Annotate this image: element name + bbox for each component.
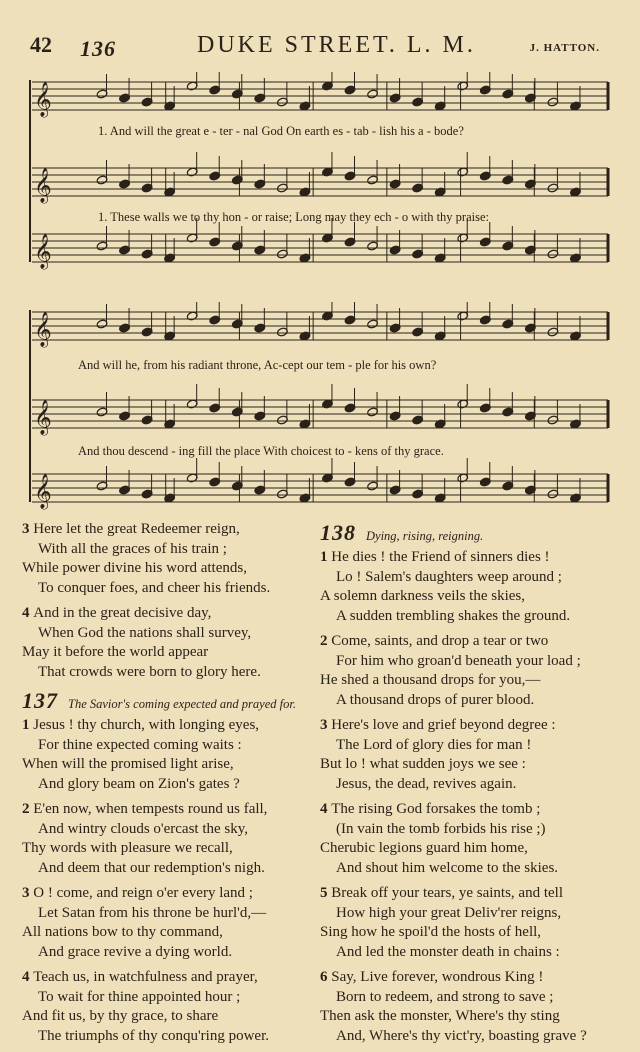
verse-line: And shout him welcome to the skies. xyxy=(336,859,559,876)
verse-line: 3 Here's love and grief beyond degree : xyxy=(320,717,556,733)
hymn-137-stanzas xyxy=(22,716,314,1046)
verse-line: Let Satan from his throne be hurl'd,— xyxy=(38,904,267,921)
stanza xyxy=(22,968,314,1046)
verse-line: When God the nations shall survey, xyxy=(38,624,252,641)
verse-line: Jesus, the dead, revives again. xyxy=(336,775,517,792)
verse-line: Lo ! Salem's daughters weep around ; xyxy=(336,568,562,585)
hymn-136-continuation xyxy=(22,520,314,682)
verse-line: 2 E'en now, when tempests round us fall, xyxy=(22,801,268,817)
verse-line: The Lord of glory dies for man ! xyxy=(336,736,532,753)
verse-line: To conquer foes, and cheer his friends. xyxy=(38,579,271,596)
verse-line: Cherubic legions guard him home, xyxy=(320,840,528,856)
composer-name: J. HATTON. xyxy=(529,42,600,54)
stanza xyxy=(22,716,314,794)
verse-line: The triumphs of thy conqu'ring power. xyxy=(38,1027,269,1044)
stanza-number: 4 xyxy=(22,605,34,621)
hymn-138-heading xyxy=(320,520,620,546)
stanza-number: 3 xyxy=(320,717,332,733)
clef-icon: 𝄞 xyxy=(34,474,52,509)
stanza xyxy=(22,520,314,598)
verse-line: All nations bow to thy command, xyxy=(22,924,223,940)
hymn-title: Dying, rising, reigning. xyxy=(366,529,484,543)
hymn-138-stanzas xyxy=(320,548,620,1046)
verse-line: 2 Come, saints, and drop a tear or two xyxy=(320,633,549,649)
verse-line: When will the promised light arise, xyxy=(22,756,234,772)
hymn-number: 137 xyxy=(22,688,58,713)
music-system-1 xyxy=(28,72,610,272)
verse-line: And grace revive a dying world. xyxy=(38,943,233,960)
music-staves-2 xyxy=(28,302,610,514)
stanza-number: 1 xyxy=(22,717,34,733)
verse-line: 4 Teach us, in watchfulness and prayer, xyxy=(22,969,258,985)
verse-line: And glory beam on Zion's gates ? xyxy=(38,775,240,792)
clef-icon: 𝄞 xyxy=(34,312,52,347)
verse-line: (In vain the tomb forbids his rise ;) xyxy=(336,820,546,837)
stanza xyxy=(22,800,314,878)
verse-line: 6 Say, Live forever, wondrous King ! xyxy=(320,969,544,985)
lyric-line: And will he, from his radiant throne, Ac-cept our tem - ple for his own? xyxy=(78,358,437,372)
stanza-number: 2 xyxy=(22,801,34,817)
verse-line: And wintry clouds o'ercast the sky, xyxy=(38,820,249,837)
stanza-number: 4 xyxy=(22,969,34,985)
verse-line: 4 And in the great decisive day, xyxy=(22,605,212,621)
stanza xyxy=(22,604,314,682)
stanza xyxy=(22,884,314,962)
stanza xyxy=(320,800,620,878)
verse-line: May it before the world appear xyxy=(22,644,209,660)
verse-line: He shed a thousand drops for you,— xyxy=(320,672,541,688)
right-column xyxy=(320,520,620,1052)
music-system-2 xyxy=(28,302,610,514)
stanza xyxy=(320,968,620,1046)
verse-line: Sing how he spoil'd the hosts of hell, xyxy=(320,924,542,940)
verse-line: Born to redeem, and strong to save ; xyxy=(336,988,554,1005)
hymn-number: 138 xyxy=(320,520,356,545)
verse-line: And led the monster death in chains : xyxy=(336,943,560,960)
stanza xyxy=(320,716,620,794)
lyric-line: 1. These walls we to thy hon - or raise; Long may they ech - o with thy praise: xyxy=(98,210,489,224)
stanza-number: 3 xyxy=(22,885,34,901)
verse-line: But lo ! what sudden joys we see : xyxy=(320,756,526,772)
tune-title: DUKE STREET. L. M. xyxy=(197,32,476,58)
stanza-number: 6 xyxy=(320,969,332,985)
hymn-137-heading xyxy=(22,688,314,714)
verse-line: 1 Jesus ! thy church, with longing eyes, xyxy=(22,717,260,733)
clef-icon: 𝄞 xyxy=(34,234,52,269)
verse-line: While power divine his word attends, xyxy=(22,560,247,576)
stanza-number: 5 xyxy=(320,885,332,901)
left-column xyxy=(22,520,314,1052)
music-staves-1 xyxy=(28,72,610,272)
verse-line: Then ask the monster, Where's thy sting xyxy=(320,1008,560,1024)
stanza xyxy=(320,548,620,626)
hymn-title: The Savior's coming expected and prayed for. xyxy=(68,697,296,711)
lyric-line: 1. And will the great e - ter - nal God On earth es - tab - lish his a - bode? xyxy=(98,124,464,138)
verse-line: A thousand drops of purer blood. xyxy=(336,691,535,708)
stanza xyxy=(320,884,620,962)
verse-line: To wait for thine appointed hour ; xyxy=(38,988,241,1005)
verse-line: How high your great Deliv'rer reigns, xyxy=(336,904,562,921)
clef-icon: 𝄞 xyxy=(34,168,52,203)
clef-icon: 𝄞 xyxy=(34,400,52,435)
stanza xyxy=(320,632,620,710)
page-number: 42 xyxy=(30,32,52,57)
verse-line: 1 He dies ! the Friend of sinners dies ! xyxy=(320,549,550,565)
verse-line: 5 Break off your tears, ye saints, and tell xyxy=(320,885,563,901)
verse-line: A solemn darkness veils the skies, xyxy=(320,588,525,604)
stanza-number: 2 xyxy=(320,633,332,649)
verse-line: For him who groan'd beneath your load ; xyxy=(336,652,581,669)
verse-line: And, Where's thy vict'ry, boasting grave ? xyxy=(336,1027,587,1044)
verse-line: With all the graces of his train ; xyxy=(38,540,227,557)
page-header xyxy=(22,30,600,64)
lyric-line: And thou descend - ing fill the place With choicest to - kens of thy grace. xyxy=(78,444,444,458)
verse-line: 3 Here let the great Redeemer reign, xyxy=(22,521,240,537)
verse-line: That crowds were born to glory here. xyxy=(38,663,261,680)
clef-icon: 𝄞 xyxy=(34,82,52,117)
stanza-number: 4 xyxy=(320,801,332,817)
verse-line: 4 The rising God forsakes the tomb ; xyxy=(320,801,541,817)
verse-line: And deem that our redemption's nigh. xyxy=(38,859,265,876)
verse-line: For thine expected coming waits : xyxy=(38,736,242,753)
stanza-number: 1 xyxy=(320,549,332,565)
verse-line: And fit us, by thy grace, to share xyxy=(22,1008,219,1024)
hymn-number: 136 xyxy=(80,36,116,61)
verse-line: Thy words with pleasure we recall, xyxy=(22,840,233,856)
stanza-number: 3 xyxy=(22,521,34,537)
verse-line: A sudden trembling shakes the ground. xyxy=(336,607,571,624)
verse-line: 3 O ! come, and reign o'er every land ; xyxy=(22,885,253,901)
